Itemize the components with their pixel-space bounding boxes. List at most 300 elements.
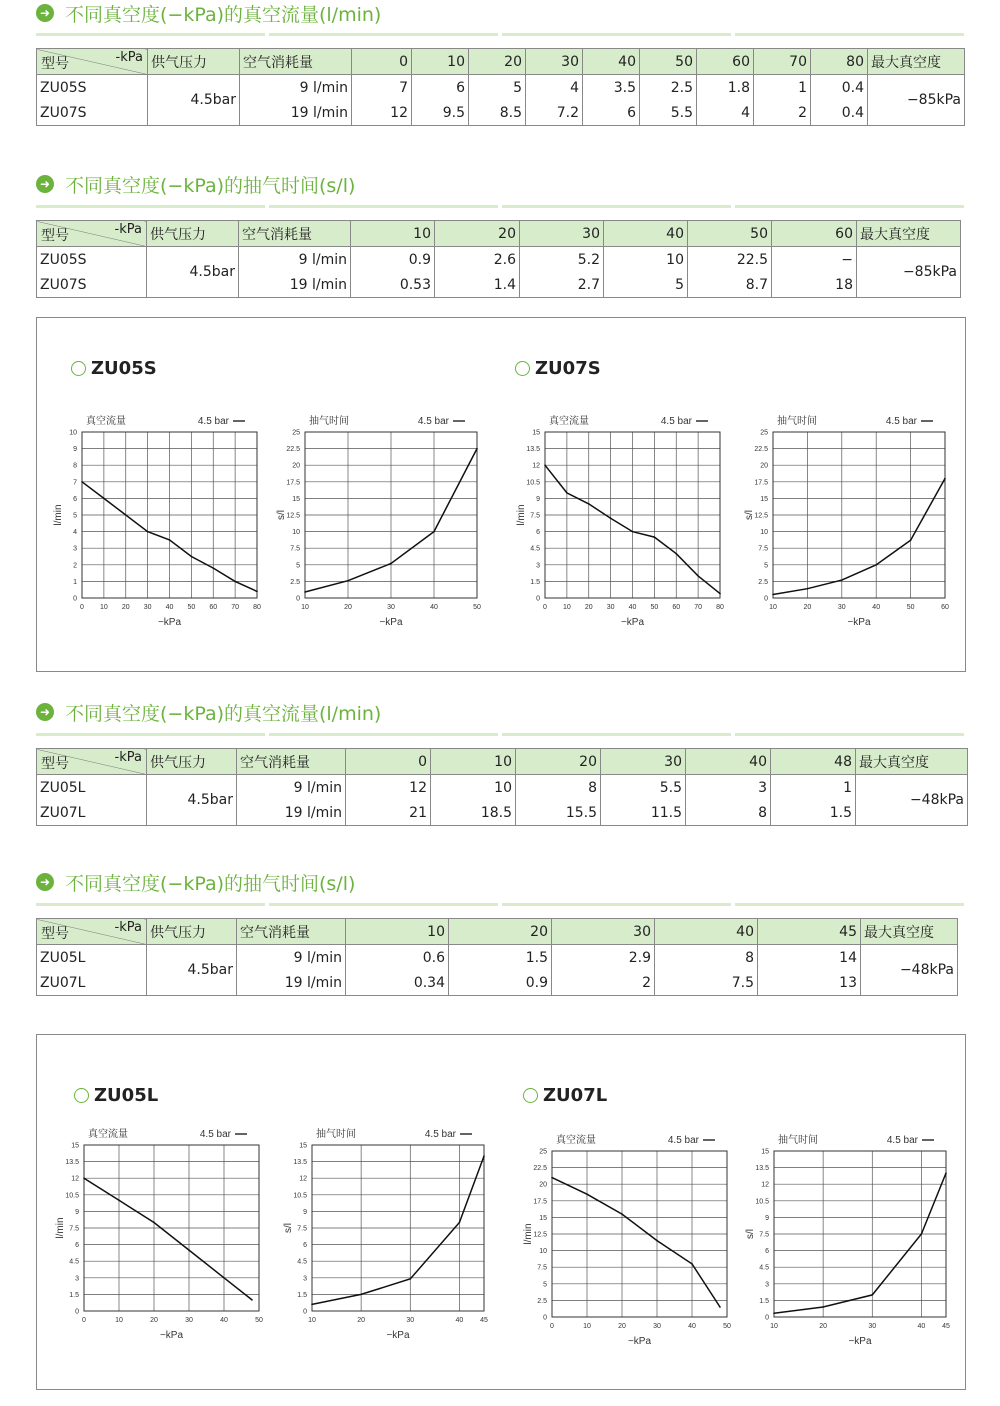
y-tick-label: 2.5 [290, 578, 300, 586]
max-vacuum-cell: −85kPa [868, 75, 965, 126]
arrow-right-icon: ➜ [36, 703, 54, 721]
header-col: 30 [601, 749, 686, 775]
y-tick-label: 15 [292, 495, 300, 503]
series-line [774, 1173, 946, 1313]
section-divider [36, 33, 964, 36]
model-cell: ZU07S [37, 272, 147, 298]
y-tick-label: 25 [539, 1148, 547, 1156]
flow-chart-zu07l [519, 1127, 737, 1357]
value-cell: 12 [352, 100, 412, 126]
diagonal-header-cell: -kPa 型号 [37, 221, 147, 247]
y-tick-label: 22.5 [754, 446, 768, 454]
flow-table-s [36, 48, 965, 126]
data-point [153, 1222, 155, 1224]
x-tick-label: 20 [150, 1317, 158, 1324]
flow-chart-zu05l [51, 1121, 269, 1351]
header-col: 0 [346, 749, 431, 775]
x-tick-label: 10 [583, 1323, 591, 1330]
x-tick-label: 80 [716, 604, 724, 611]
y-axis-label: l/min [516, 504, 527, 526]
chart-title: 真空流量 [88, 1129, 128, 1140]
y-tick-label: 0 [75, 1308, 79, 1316]
legend-label: 4.5 bar [199, 1129, 231, 1140]
y-axis-label: s/l [744, 510, 755, 520]
x-tick-label: 40 [430, 604, 438, 611]
arrow-right-icon: ➜ [36, 873, 54, 891]
y-tick-label: 13.5 [526, 446, 540, 454]
section-divider [36, 205, 964, 208]
value-cell: 5.2 [520, 247, 604, 273]
x-tick-label: 40 [872, 604, 881, 611]
max-vacuum-cell: −48kPa [856, 775, 968, 826]
data-point [921, 1233, 923, 1235]
y-tick-label: 4 [73, 529, 77, 537]
x-tick-label: 45 [480, 1317, 488, 1324]
header-max-vacuum: 最大真空度 [857, 221, 961, 247]
model-cell: ZU05S [37, 247, 147, 273]
y-tick-label: 17.5 [286, 479, 300, 487]
circle-icon [74, 1088, 89, 1103]
header-col: 50 [640, 49, 697, 75]
y-axis-label: l/min [523, 1223, 534, 1245]
circle-icon [523, 1088, 538, 1103]
y-tick-label: 1 [73, 578, 77, 586]
header-col: 30 [526, 49, 583, 75]
consumption-cell: 9 l/min [239, 247, 351, 273]
max-vacuum-cell: −48kPa [861, 945, 958, 996]
x-tick-label: 30 [606, 604, 615, 611]
y-tick-label: 15 [299, 1142, 307, 1150]
y-tick-label: 3 [303, 1275, 307, 1283]
data-point [191, 556, 193, 558]
x-tick-label: 10 [562, 604, 571, 611]
value-cell: 1.5 [771, 800, 856, 826]
x-tick-label: 30 [406, 1317, 415, 1324]
value-cell: 0.9 [351, 247, 435, 273]
data-point [719, 593, 721, 595]
x-tick-label: 20 [819, 1323, 828, 1330]
data-point [544, 464, 546, 466]
x-axis-label: −kPa [847, 617, 871, 628]
time-chart-zu05s [272, 408, 487, 638]
header-col: 50 [688, 221, 772, 247]
section-title-text: 不同真空度(−kPa)的抽气时间(s/l) [65, 872, 356, 895]
y-tick-label: 7.5 [759, 1231, 769, 1239]
y-tick-label: 9 [75, 1208, 79, 1216]
y-tick-label: 12 [761, 1181, 769, 1189]
y-tick-label: 0 [73, 595, 77, 603]
x-tick-label: 70 [694, 604, 703, 611]
data-point [586, 1193, 588, 1195]
header-col: 20 [469, 49, 526, 75]
value-cell: 1 [754, 75, 811, 101]
value-cell: 2 [754, 100, 811, 126]
model-cell: ZU05S [37, 75, 148, 101]
y-tick-label: 3 [73, 545, 77, 553]
x-tick-label: 40 [220, 1317, 228, 1324]
arrow-right-icon: ➜ [36, 4, 54, 22]
consumption-cell: 19 l/min [239, 272, 351, 298]
header-pressure: 供气压力 [148, 49, 240, 75]
data-point [188, 1249, 190, 1251]
y-tick-label: 9 [536, 495, 540, 503]
y-axis-label: s/l [745, 1229, 756, 1239]
value-cell: 1.8 [697, 75, 754, 101]
value-cell: 5 [469, 75, 526, 101]
y-tick-label: 15 [760, 495, 768, 503]
value-cell: 6 [412, 75, 469, 101]
value-cell: 14 [758, 945, 861, 971]
data-point [390, 563, 392, 565]
y-axis-label: s/l [283, 1223, 294, 1233]
arrow-right-icon: ➜ [36, 175, 54, 193]
table-row [37, 945, 958, 971]
legend-label: 4.5 bar [417, 416, 449, 427]
data-point [311, 1304, 313, 1306]
x-tick-label: 70 [231, 604, 240, 611]
value-cell: 0.9 [449, 970, 552, 996]
value-cell: 10 [431, 775, 516, 801]
value-cell: 3.5 [583, 75, 640, 101]
header-col: 10 [351, 221, 435, 247]
chart-group-title: ZU05S [71, 358, 157, 379]
y-tick-label: 0 [296, 595, 300, 603]
header-col: 40 [686, 749, 771, 775]
value-cell: 0.4 [811, 100, 868, 126]
x-tick-label: 30 [387, 604, 395, 611]
pressure-cell: 4.5bar [147, 775, 237, 826]
data-point [621, 1213, 623, 1215]
section-title-text: 不同真空度(−kPa)的真空流量(l/min) [65, 3, 382, 26]
y-tick-label: 6 [75, 1242, 79, 1250]
y-tick-label: 7.5 [758, 545, 768, 553]
x-tick-label: 40 [165, 604, 174, 611]
time-table-s [36, 220, 961, 298]
header-pressure: 供气压力 [147, 749, 237, 775]
y-tick-label: 12 [532, 462, 540, 470]
section-divider [36, 903, 964, 906]
data-point [147, 531, 149, 533]
data-point [656, 1240, 658, 1242]
flow-chart-zu05s [49, 408, 267, 638]
header-col: 60 [772, 221, 857, 247]
legend-label: 4.5 bar [667, 1135, 699, 1146]
data-point [83, 1177, 85, 1179]
circle-icon [515, 361, 530, 376]
series-line [552, 1178, 720, 1307]
value-cell: 18.5 [431, 800, 516, 826]
header-col: 0 [352, 49, 412, 75]
value-cell: 1 [771, 775, 856, 801]
value-cell: 3 [686, 775, 771, 801]
y-tick-label: 15 [539, 1214, 547, 1222]
model-cell: ZU07L [37, 970, 147, 996]
section-title-time-l [36, 869, 355, 895]
y-tick-label: 12.5 [754, 512, 768, 520]
data-point [691, 1263, 693, 1265]
y-tick-label: 0 [543, 1314, 547, 1322]
y-tick-label: 10.5 [293, 1192, 307, 1200]
legend-label: 4.5 bar [197, 416, 229, 427]
data-point [234, 581, 236, 583]
y-tick-label: 13.5 [293, 1159, 307, 1167]
y-tick-label: 7.5 [537, 1264, 547, 1272]
y-tick-label: 0 [765, 1314, 769, 1322]
value-cell: 12 [346, 775, 431, 801]
y-tick-label: 10.5 [755, 1198, 769, 1206]
data-point [654, 536, 656, 538]
y-tick-label: 12 [71, 1175, 79, 1183]
y-tick-label: 10.5 [65, 1192, 79, 1200]
data-point [610, 518, 612, 520]
value-cell: 22.5 [688, 247, 772, 273]
value-cell: 15.5 [516, 800, 601, 826]
value-cell: 4 [526, 75, 583, 101]
chart-title: 抽气时间 [316, 1129, 356, 1140]
x-tick-label: 30 [653, 1323, 661, 1330]
data-point [169, 539, 171, 541]
header-max-vacuum: 最大真空度 [856, 749, 968, 775]
model-cell: ZU05L [37, 945, 147, 971]
y-tick-label: 6 [303, 1242, 307, 1250]
chart-title: 抽气时间 [309, 416, 349, 427]
data-point [483, 1155, 485, 1157]
consumption-cell: 19 l/min [240, 100, 352, 126]
max-vacuum-cell: −85kPa [857, 247, 961, 298]
value-cell: 18 [772, 272, 857, 298]
data-point [945, 1172, 947, 1174]
data-point [944, 478, 946, 480]
data-point [807, 588, 809, 590]
x-tick-label: 10 [308, 1317, 316, 1324]
x-tick-label: 20 [357, 1317, 366, 1324]
y-axis-label: l/min [53, 504, 64, 526]
y-tick-label: 1.5 [530, 578, 540, 586]
legend-label: 4.5 bar [885, 416, 917, 427]
flow-chart-zu07s [512, 408, 730, 638]
x-axis-label: −kPa [848, 1336, 872, 1347]
value-cell: 5.5 [640, 100, 697, 126]
value-cell: 21 [346, 800, 431, 826]
flow-table-l [36, 748, 968, 826]
y-tick-label: 1.5 [759, 1297, 769, 1305]
y-tick-label: 6 [536, 529, 540, 537]
section-title-flow-s [36, 0, 381, 26]
pressure-cell: 4.5bar [147, 247, 239, 298]
data-point [251, 1299, 253, 1301]
value-cell: 0.6 [346, 945, 449, 971]
consumption-cell: 9 l/min [237, 945, 346, 971]
y-tick-label: 6 [765, 1248, 769, 1256]
x-tick-label: 50 [187, 604, 196, 611]
y-tick-label: 25 [760, 429, 768, 437]
y-tick-label: 10 [760, 529, 768, 537]
value-cell: 2 [552, 970, 655, 996]
y-tick-label: 5 [764, 562, 768, 570]
value-cell: 8 [686, 800, 771, 826]
value-cell: 2.7 [520, 272, 604, 298]
x-tick-label: 60 [209, 604, 218, 611]
header-pressure: 供气压力 [147, 221, 239, 247]
y-tick-label: 6 [73, 495, 77, 503]
consumption-cell: 9 l/min [240, 75, 352, 101]
chart-panel-l [36, 1034, 966, 1390]
y-tick-label: 4.5 [297, 1258, 307, 1266]
y-tick-label: 13.5 [65, 1159, 79, 1167]
data-point [304, 591, 306, 593]
y-tick-label: 10 [69, 429, 77, 437]
circle-icon [71, 361, 86, 376]
data-point [551, 1177, 553, 1179]
data-point [256, 591, 258, 593]
value-cell: 10 [604, 247, 688, 273]
y-tick-label: 9 [303, 1208, 307, 1216]
data-point [103, 498, 105, 500]
consumption-cell: 19 l/min [237, 800, 346, 826]
data-point [773, 1312, 775, 1314]
value-cell: 8 [516, 775, 601, 801]
y-tick-label: 1.5 [297, 1291, 307, 1299]
model-cell: ZU07L [37, 800, 147, 826]
header-col: 10 [431, 749, 516, 775]
value-cell: 0.4 [811, 75, 868, 101]
header-col: 48 [771, 749, 856, 775]
chart-title: 真空流量 [556, 1135, 596, 1146]
value-cell: 7.5 [655, 970, 758, 996]
x-tick-label: 0 [550, 1323, 554, 1330]
y-tick-label: 20 [760, 462, 768, 470]
value-cell: 2.5 [640, 75, 697, 101]
data-point [719, 1306, 721, 1308]
y-tick-label: 9 [765, 1214, 769, 1222]
y-tick-label: 22.5 [533, 1165, 547, 1173]
y-tick-label: 3 [75, 1275, 79, 1283]
y-tick-label: 7 [73, 479, 77, 487]
y-tick-label: 8 [73, 462, 77, 470]
data-point [212, 567, 214, 569]
chart-group-title: ZU07L [523, 1085, 607, 1106]
y-axis-label: s/l [276, 510, 287, 520]
chart-group-title: ZU05L [74, 1085, 158, 1106]
time-chart-zu07l [741, 1127, 956, 1357]
chart-title: 抽气时间 [777, 416, 817, 427]
value-cell: 5.5 [601, 775, 686, 801]
y-tick-label: 7.5 [69, 1225, 79, 1233]
section-title-text: 不同真空度(−kPa)的抽气时间(s/l) [65, 174, 356, 197]
table-row [37, 775, 968, 801]
y-tick-label: 5 [296, 562, 300, 570]
data-point [822, 1306, 824, 1308]
pressure-cell: 4.5bar [148, 75, 240, 126]
y-tick-label: 12 [299, 1175, 307, 1183]
x-tick-label: 30 [185, 1317, 193, 1324]
value-cell: 13 [758, 970, 861, 996]
header-col: 10 [346, 919, 449, 945]
time-table-l [36, 918, 958, 996]
x-tick-label: 0 [543, 604, 547, 611]
value-cell: 0.34 [346, 970, 449, 996]
value-cell: 5 [604, 272, 688, 298]
diagonal-header-cell: -kPa 型号 [37, 49, 148, 75]
x-tick-label: 50 [650, 604, 659, 611]
value-cell: 2.9 [552, 945, 655, 971]
header-col: 20 [435, 221, 520, 247]
consumption-cell: 19 l/min [237, 970, 346, 996]
y-tick-label: 12.5 [533, 1231, 547, 1239]
y-tick-label: 13.5 [755, 1165, 769, 1173]
x-tick-label: 30 [837, 604, 846, 611]
x-tick-label: 30 [143, 604, 152, 611]
header-col: 80 [811, 49, 868, 75]
y-tick-label: 20 [539, 1181, 547, 1189]
y-tick-label: 15 [761, 1148, 769, 1156]
section-title-text: 不同真空度(−kPa)的真空流量(l/min) [65, 702, 382, 725]
data-point [118, 1200, 120, 1202]
header-col: 40 [583, 49, 640, 75]
value-cell: 7 [352, 75, 412, 101]
value-cell: 8.7 [688, 272, 772, 298]
y-tick-label: 10 [539, 1248, 547, 1256]
x-axis-label: −kPa [620, 617, 645, 628]
header-col: 60 [697, 49, 754, 75]
x-tick-label: 10 [301, 604, 309, 611]
data-point [459, 1222, 461, 1224]
header-max-vacuum: 最大真空度 [861, 919, 958, 945]
y-tick-label: 0 [764, 595, 768, 603]
value-cell: − [772, 247, 857, 273]
y-tick-label: 3 [765, 1281, 769, 1289]
data-point [81, 481, 83, 483]
table-header-row [37, 221, 961, 247]
value-cell: 0.53 [351, 272, 435, 298]
data-point [697, 575, 699, 577]
value-cell: 2.6 [435, 247, 520, 273]
x-tick-label: 40 [628, 604, 637, 611]
value-cell: 1.5 [449, 945, 552, 971]
value-cell: 4 [697, 100, 754, 126]
chart-title: 抽气时间 [778, 1135, 818, 1146]
data-point [566, 492, 568, 494]
time-chart-zu07s [740, 408, 955, 638]
y-tick-label: 12.5 [286, 512, 300, 520]
y-tick-label: 7.5 [297, 1225, 307, 1233]
y-tick-label: 0 [303, 1308, 307, 1316]
data-point [841, 579, 843, 581]
x-tick-label: 20 [344, 604, 352, 611]
data-point [433, 531, 435, 533]
x-tick-label: 60 [672, 604, 681, 611]
data-point [360, 1294, 362, 1296]
x-tick-label: 0 [80, 604, 84, 611]
series-line [84, 1178, 252, 1300]
y-tick-label: 25 [292, 429, 300, 437]
y-tick-label: 0 [536, 595, 540, 603]
y-tick-label: 9 [73, 446, 77, 454]
header-col: 45 [758, 919, 861, 945]
consumption-cell: 9 l/min [237, 775, 346, 801]
y-tick-label: 17.5 [533, 1198, 547, 1206]
data-point [871, 1294, 873, 1296]
x-tick-label: 40 [917, 1323, 926, 1330]
header-col: 10 [412, 49, 469, 75]
data-point [772, 594, 774, 596]
x-tick-label: 0 [82, 1317, 86, 1324]
data-point [347, 580, 349, 582]
y-tick-label: 10 [292, 529, 300, 537]
x-tick-label: 20 [584, 604, 593, 611]
y-tick-label: 2 [73, 562, 77, 570]
x-tick-label: 60 [941, 604, 949, 611]
